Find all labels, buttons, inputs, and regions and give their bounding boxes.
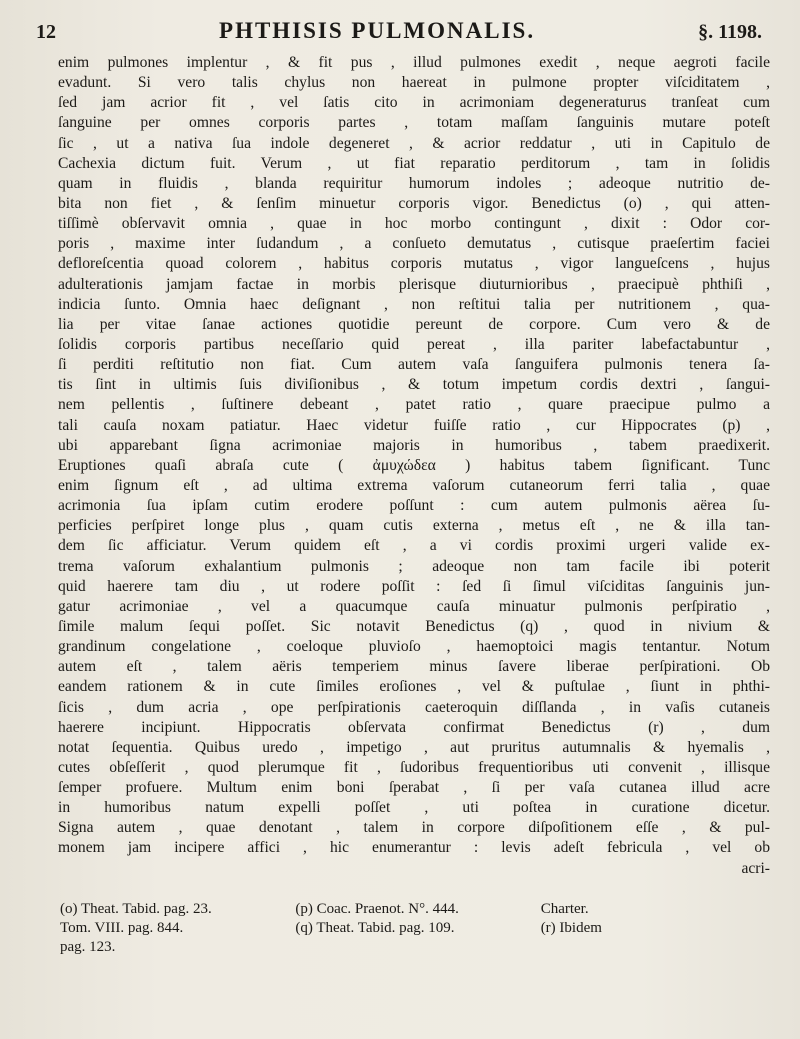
text-line: ſimile malum ſequi poſſet. Sic notavit Benedictus (q) , quod in nivium & bbox=[58, 617, 770, 635]
running-title: PHTHISIS PULMONALIS. bbox=[219, 18, 536, 43]
footnote-line: Charter. bbox=[540, 901, 589, 917]
text-line: acri- bbox=[741, 859, 770, 877]
footnote-column bbox=[541, 900, 760, 957]
text-line: ſolidis corporis partibus neceſſario quid pereat , illa pariter labefactabuntur , bbox=[58, 335, 770, 353]
text-line: ubi apparebant ſigna acrimoniae majoris in humoribus , tabem praedixerit. bbox=[58, 436, 770, 454]
text-line: tiſſimè obſervavit omnia , quae in hoc morbo contingunt , dixit : Odor cor- bbox=[58, 215, 770, 233]
text-line: haerere incipiunt. Hippocratis obſervata confirmat Benedictus (r) , dum bbox=[58, 718, 770, 736]
text-line: quid haerere tam diu , ut rodere poſſit : ſed ſi ſimul viſciditas ſanguinis jun- bbox=[58, 577, 770, 595]
footnote-line: (r) Ibidem bbox=[540, 920, 602, 936]
text-line: evadunt. Si vero talis chylus non haereat in pulmone propter viſciditatem , bbox=[58, 74, 770, 92]
text-line: dem ſic afficiatur. Verum quidem eſt , a vi cordis proximi urgeri valide ex- bbox=[58, 537, 770, 555]
text-line: enim pulmones implentur , & fit pus , illud pulmones exedit , neque aegroti facile bbox=[58, 54, 770, 71]
footnote-line: pag. 123. bbox=[60, 939, 116, 955]
text-line: cutes obſeſſerit , quod plerumque fit , ſudoribus frequentioribus uti convenit , illisque bbox=[58, 758, 770, 776]
footnote-column bbox=[295, 900, 504, 957]
text-line: gatur acrimoniae , vel a quacumque cauſa minuatur pulmonis perſpiratio , bbox=[58, 597, 770, 615]
text-line: adulterationis jamjam factae in morbis plerisque diuturnioribus , praecipuè phthiſi , bbox=[58, 275, 770, 293]
text-line: ſemper profuere. Multum enim boni ſperabat , ſi per vaſa cutanea illud acre bbox=[58, 779, 770, 797]
text-line: eandem rationem & in cute ſimiles eroſiones , vel & puſtulae , ſiunt in phthi- bbox=[58, 678, 770, 696]
text-line: in humoribus natum expelli poſſet , uti poſtea in curatione dicetur. bbox=[58, 799, 770, 817]
footnote-line: (p) Coac. Praenot. N°. 444. bbox=[295, 901, 459, 917]
text-line: autem eſt , talem aëris temperiem minus ſavere liberae perſpirationi. Ob bbox=[58, 658, 770, 676]
text-line: grandinum congelatione , coeloque pluvioſo , haemoptoici magis tentantur. Notum bbox=[58, 638, 770, 656]
text-line: indicia ſunto. Omnia haec deſignant , non reſtitui talia per nutritionem , qua- bbox=[58, 295, 770, 313]
section-number: §. 1198. bbox=[698, 21, 762, 43]
text-line: tali cauſa noxam patiatur. Haec videtur fuiſſe ratio , cur Hippocrates (p) , bbox=[58, 416, 770, 434]
page-number: 12 bbox=[36, 21, 56, 43]
text-line: ſi perditi reſtitutio non fiat. Cum autem vaſa ſanguifera pulmonis tenera ſa- bbox=[58, 356, 770, 374]
text-line: ſed jam acrior fit , vel ſatis cito in acrimoniam degeneraturus tranſeat cum bbox=[58, 94, 770, 112]
text-line: Eruptiones quaſi abraſa cute ( ἀμυχώδεα ) habitus tabem ſignificant. Tunc bbox=[58, 456, 770, 474]
text-line: ſicis , dum acria , ope perſpirationis caeteroquin diſſlanda , in vaſis cutaneis bbox=[58, 698, 770, 716]
text-line: perficies perſpiret longe plus , quam cutis externa , metus eſt , ne & illa tan- bbox=[58, 517, 770, 535]
text-line: ſic , ut a nativa ſua indole degeneret , & acrior reddatur , uti in Capitulo de bbox=[58, 134, 770, 152]
text-line: ſanguine per omnes corporis partes , totam maſſam ſanguinis mutare poteſt bbox=[58, 114, 770, 132]
running-header bbox=[36, 18, 762, 48]
text-line: acrimonia ſua ipſam cutim erodere poſſunt : cum autem pulmonis aërea ſu- bbox=[58, 497, 770, 515]
footnote-line: Tom. VIII. pag. 844. bbox=[60, 920, 184, 936]
text-line: bita non fiet , & ſenſim minuetur corporis vigor. Benedictus (o) , qui atten- bbox=[58, 194, 770, 212]
footnote-line: (o) Theat. Tabid. pag. 23. bbox=[60, 901, 212, 917]
text-line: nem pellentis , ſuſtinere debeant , patet ratio , quare praecipue pulmo a bbox=[58, 396, 770, 414]
text-line: enim ſignum eſt , ad ultima extrema vaſorum cutaneorum ferri talia , quae bbox=[58, 476, 770, 494]
main-text bbox=[58, 53, 770, 879]
footnote-line: (q) Theat. Tabid. pag. 109. bbox=[295, 920, 455, 936]
text-line: poris , maxime inter ſudandum , a conſueto demutatus , cutisque praeſertim faciei bbox=[58, 235, 770, 253]
text-line: quam in fluidis , blanda requiritur humorum indoles ; adeoque nutritio de- bbox=[58, 174, 770, 192]
text-line: notat ſequentia. Quibus uredo , impetigo , aut pruritus autumnalis & hyemalis , bbox=[58, 738, 770, 756]
text-line: trema vaſorum exhalantium pulmonis ; adeoque non tam facile ibi poterit bbox=[58, 557, 770, 575]
text-line: monem jam incipere affici , hic enumerantur : levis adeſt febricula , vel ob bbox=[58, 839, 770, 857]
text-line: defloreſcentia quoad colorem , habitus corporis mutatus , vigor langueſcens , hujus bbox=[58, 255, 770, 273]
text-line: tis ſint in ultimis ſuis diviſionibus , & totum impetum cordis dextri , ſangui- bbox=[58, 376, 770, 394]
text-line: Cachexia dictum fuit. Verum , ut fiat reparatio perditorum , tam in ſolidis bbox=[58, 154, 770, 172]
text-line: lia per vitae ſanae actiones quotidie pereunt de corpore. Cum vero & de bbox=[58, 315, 770, 333]
footnote-column bbox=[60, 900, 259, 957]
footnotes bbox=[60, 900, 760, 957]
text-line: Signa autem , quae denotant , talem in corpore diſpoſitionem eſſe , & pul- bbox=[58, 819, 770, 837]
